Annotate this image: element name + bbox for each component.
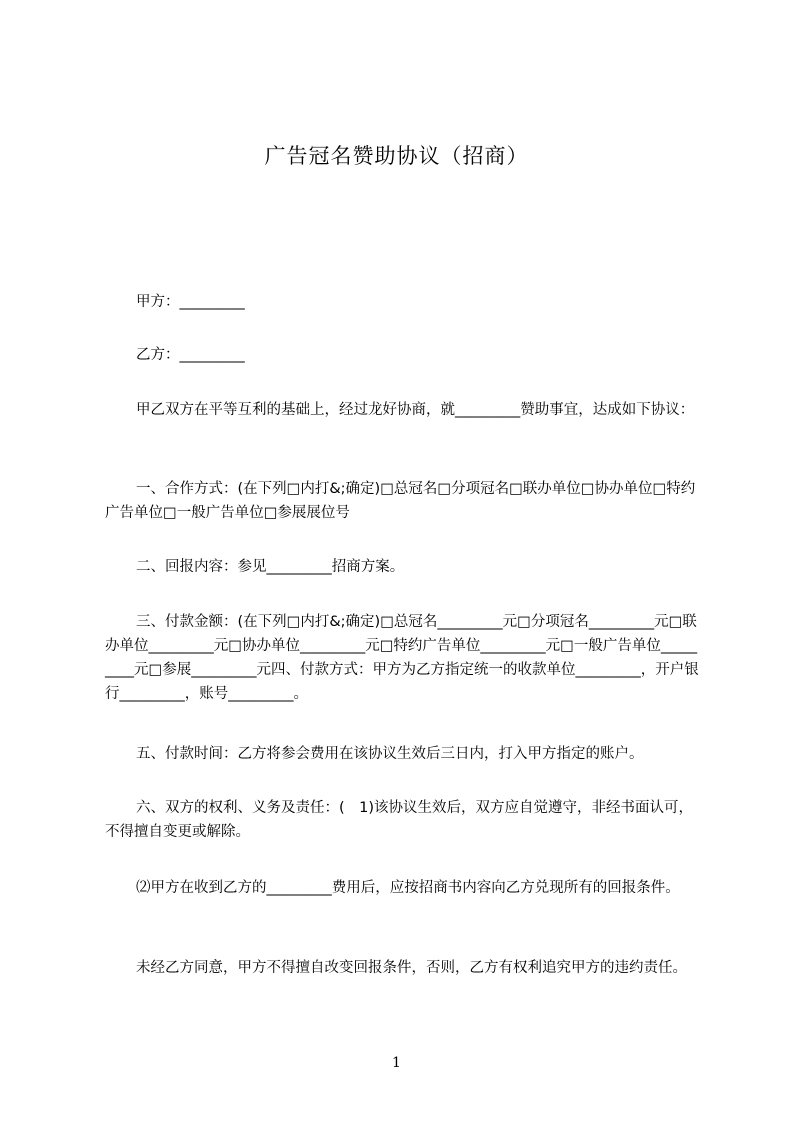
clause-3-4-payment: 三、付款金额：(在下列□内打&;确定)□总冠名_________元□分项冠名_________元□联办单位_________元□协办单位_________元□特约广告单位_________元□一般广告单位_________元□参展_________元四、付款方式：甲方为乙方指定统一的收款单位_________，开户银行_________，账号_________。 — [105, 614, 699, 702]
party-b-line: 乙方：_________ — [136, 347, 245, 363]
clause-6-item-2: ⑵甲方在收到乙方的_________费用后，应按招商书内容向乙方兑现所有的回报条件。 — [136, 880, 680, 896]
clause-6-breach-note: 未经乙方同意，甲方不得擅自改变回报条件，否则，乙方有权利追究甲方的违约责任。 — [136, 960, 687, 976]
page-number: 1 — [392, 1055, 401, 1071]
clause-1-cooperation-mode: 一、合作方式：(在下列□内打&;确定)□总冠名□分项冠名□联办单位□协办单位□特约广告单位□一般广告单位□参展展位号 — [105, 481, 696, 521]
party-a-line: 甲方：_________ — [136, 294, 245, 310]
document-title: 广告冠名赞助协议（招商） — [264, 144, 529, 168]
clause-2-return-content: 二、回报内容：参见_________招商方案。 — [136, 559, 405, 575]
preamble-paragraph: 甲乙双方在平等互利的基础上，经过龙好协商，就_________赞助事宜，达成如下协议： — [136, 402, 695, 418]
clause-5-payment-time: 五、付款时间：乙方将参会费用在该协议生效后三日内，打入甲方指定的账户。 — [136, 746, 644, 762]
clause-6-rights-obligations: 六、双方的权利、义务及责任：( 1)该协议生效后，双方应自觉遵守，非经书面认可，不得擅自变更或解除。 — [105, 800, 694, 840]
